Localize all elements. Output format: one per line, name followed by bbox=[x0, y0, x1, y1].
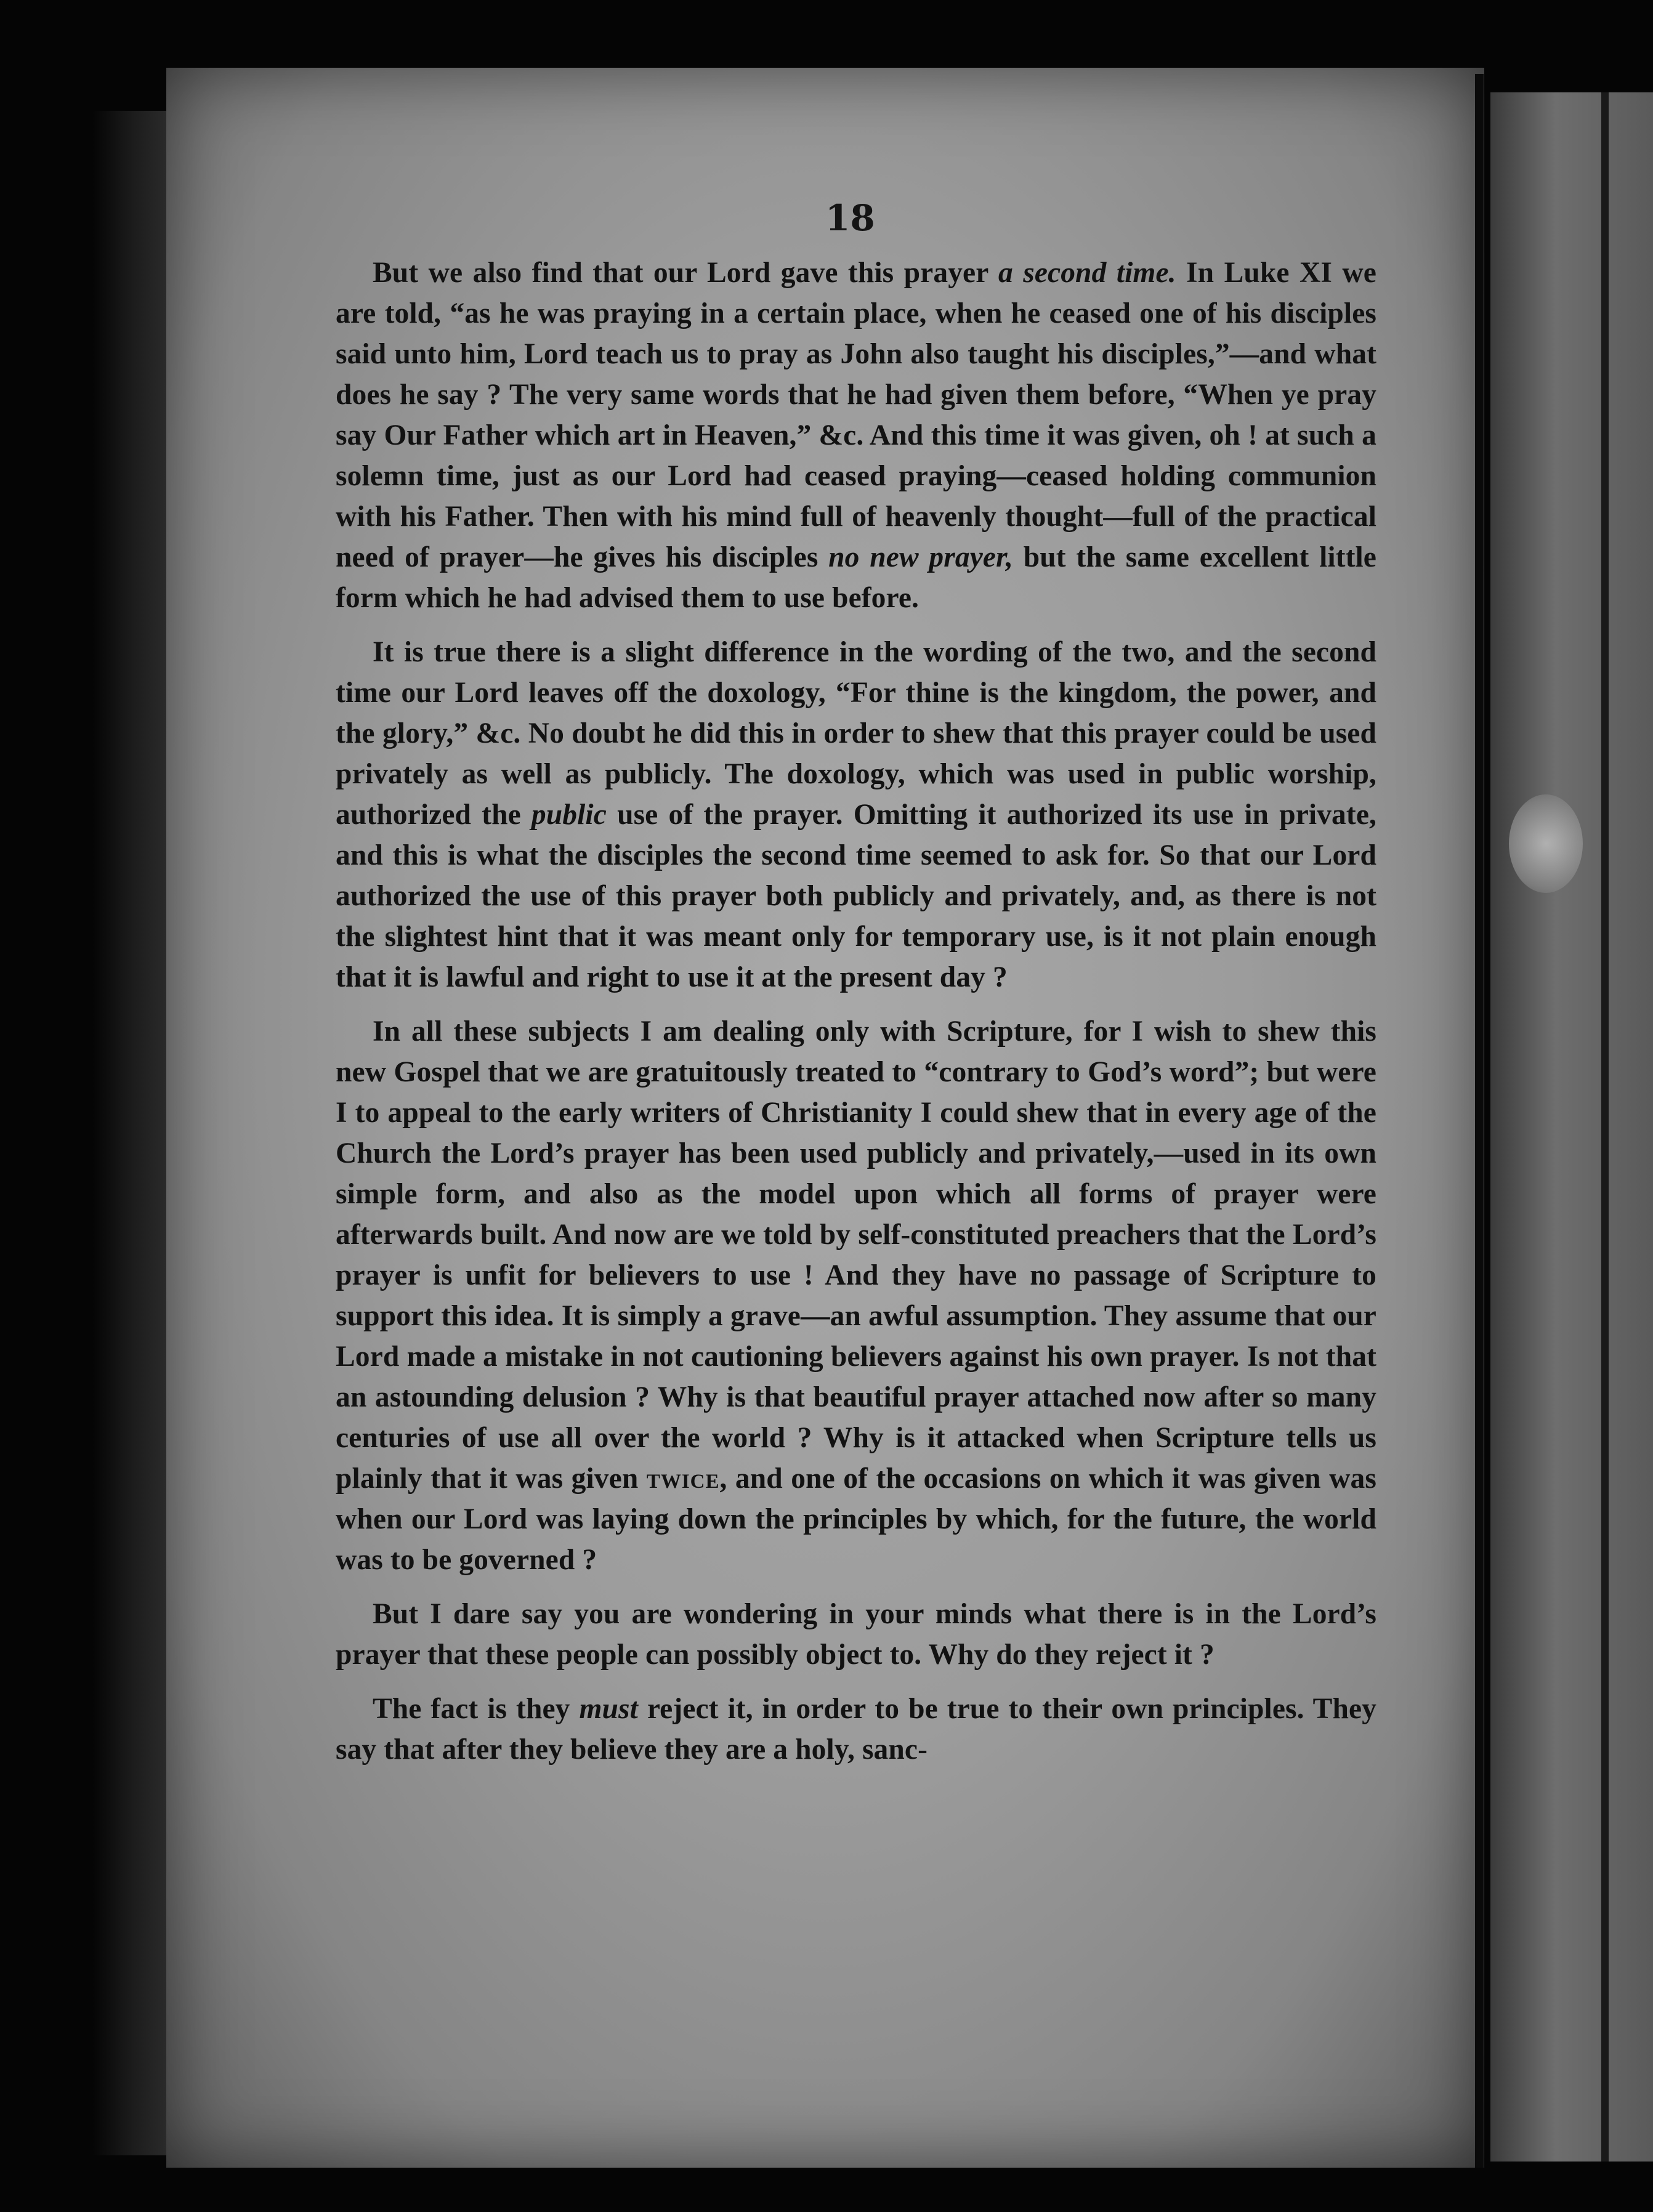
text-run: but the same excellent little form which he had advised them to use before. bbox=[336, 541, 1376, 614]
paper-stain bbox=[1509, 794, 1583, 893]
text-run: , and one of the occasions on which it was given was when our Lord was laying down the principles by which, for the future, the world was to be governed ? bbox=[336, 1463, 1376, 1576]
paragraph bbox=[336, 1689, 1376, 1770]
italic-text: must bbox=[579, 1693, 638, 1725]
text-run: The fact is they bbox=[373, 1693, 580, 1725]
film-edge bbox=[92, 111, 166, 2155]
adjacent-page-edge bbox=[1490, 92, 1653, 2162]
paragraph bbox=[336, 632, 1376, 998]
adjacent-page-rule bbox=[1601, 92, 1609, 2162]
paragraph bbox=[336, 1011, 1376, 1580]
text-run: It is true there is a slight difference in the wording of the two, and the second time our Lord leaves off the doxology, “For thine is the kingdom, the power, and the glory,” &c. No doubt he did this in order to shew that this prayer could be used privately as well as publicly. The doxology, which was used in public worship, authorized the bbox=[336, 636, 1376, 831]
small-caps-text: twice bbox=[646, 1463, 720, 1495]
paragraph bbox=[336, 252, 1376, 618]
italic-text: a second time. bbox=[998, 257, 1176, 289]
paragraph bbox=[336, 1594, 1376, 1675]
text-run: use of the prayer. Omitting it authorized its use in private, and this is what the disciples the second time seemed to ask for. So that our Lord authorized the use of this prayer both publicly and privately, and, as there is not the slightest hint that it was meant only for temporary use, is it not plain enough that it is lawful and right to use it at the present day ? bbox=[336, 799, 1376, 993]
text-run: In Luke XI we are told, “as he was praying in a certain place, when he ceased one of his disciples said unto him, Lord teach us to pray as John also taught his disciples,”—and what does he say ? The very same words that he had given them before, “When ye pray say Our Father which art in Heaven,” &c. And this time it was given, oh ! at such a solemn time, just as our Lord had ceased praying—ceased holding communion with his Father. Then with his mind full of heavenly thought—full of the practical need of prayer—he gives his disciples bbox=[336, 257, 1376, 573]
page-gutter bbox=[1475, 74, 1484, 2168]
page-number: 18 bbox=[825, 197, 875, 239]
text-run: But I dare say you are wondering in your minds what there is in the Lord’s prayer that these people can possibly object to. Why do they reject it ? bbox=[336, 1598, 1376, 1671]
italic-text: public bbox=[531, 799, 607, 831]
text-run: reject it, in order to be true to their own principles. They say that after they believe they are a holy, sanc- bbox=[336, 1693, 1376, 1766]
text-run: In all these subjects I am dealing only with Scripture, for I wish to shew this new Gospel that we are gratuitously treated to “contrary to God’s word”; but were I to appeal to the early writers of Christianity I could shew that in every age of the Church the Lord’s prayer has been used publicly and privately,—used in its own simple form, and also as the model upon which all forms of prayer were afterwards built. And now are we told by self-constituted preachers that the Lord’s prayer is unfit for believers to use ! And they have no passage of Scripture to support this idea. It is simply a grave—an awful assumption. They assume that our Lord made a mistake in not cautioning believers against his own prayer. Is not that an astounding delusion ? Why is that beautiful prayer attached now after so many centuries of use all over the world ? Why is it attacked when Scripture tells us plainly that it was given bbox=[336, 1015, 1376, 1495]
body-text bbox=[336, 252, 1376, 1783]
italic-text: no new prayer, bbox=[828, 541, 1014, 573]
text-run: But we also find that our Lord gave this prayer bbox=[373, 257, 998, 289]
